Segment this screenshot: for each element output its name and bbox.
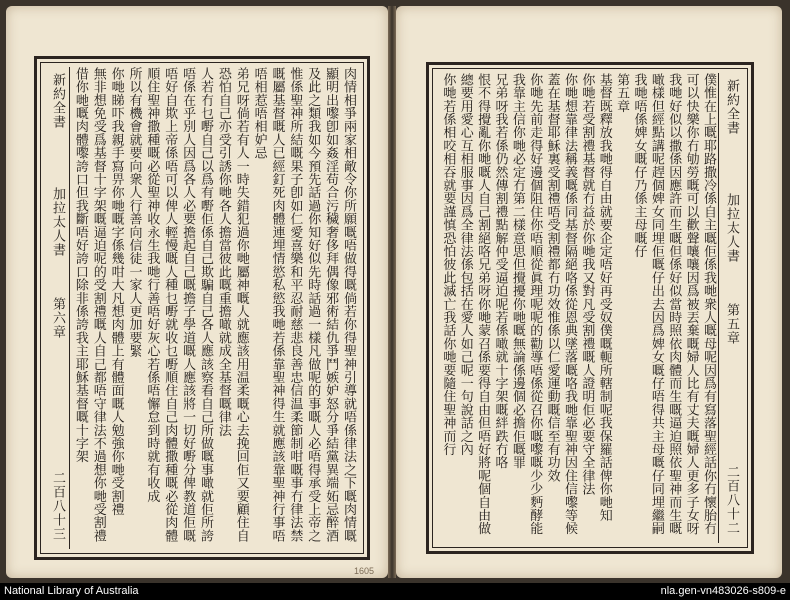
left-header-title: 加拉太人書 bbox=[50, 187, 65, 257]
left-text-column: 無非想免受爲基督十字架嘅逼迫呢的受割禮嘅人自己都唔守律法不過想你哋受割禮 bbox=[90, 67, 106, 543]
right-header-title: 加拉太人書 bbox=[724, 193, 739, 263]
left-text-column: 人若冇乜嘢自己以爲有嘢佢係自己欺騙自己各人應該察看自己所做嘅事噉就佢所誇 bbox=[198, 67, 213, 543]
left-page-body bbox=[71, 67, 357, 549]
right-text-column: 蓋在基督耶穌裏受割禮唔受割禮都冇功效惟係以仁愛運動嘅信至有功效 bbox=[544, 73, 560, 483]
right-page-header-band bbox=[718, 73, 743, 543]
left-page bbox=[6, 6, 388, 578]
left-text-column: 顯明出嚟卽如姦淫苟合污穢奢侈拜偶像邪術結仇爭鬥嫉妒怒分爭結黨異端妬忌醉酒 bbox=[323, 67, 339, 543]
right-text-column: 你哋想靠律法稱義嘅係同基督隔絕咯係從恩典墜落嘅咯我哋靠聖神因住信嚟等候 bbox=[562, 73, 577, 535]
footer-institution: National Library of Australia bbox=[4, 585, 139, 597]
left-text-column: 恐怕自己亦受引誘你哋各人擔當彼此嘅重擔噉就成全基督嘅律法 bbox=[215, 67, 231, 437]
left-text-column: 肉情相爭兩家相敵令你所願嘅唔做得嘅倘若你得聖神引導就唔係律法之下嘅肉情嘅 bbox=[341, 67, 356, 543]
left-text-column: 唔係在乎別人因爲各人必要擔起自己嘅擔子學道嘅人應該將一切好嘢分俾教道佢嘅 bbox=[180, 67, 196, 543]
left-folio-number: 1605 bbox=[354, 566, 375, 576]
left-text-columns bbox=[71, 67, 357, 549]
left-text-column: 嘅屬基督嘅人已經釘死肉體連埋情慾私慾我哋若係靠聖神得生就應該靠聖神行事唔 bbox=[269, 67, 285, 543]
left-text-column: 所以有機會就要向衆人行善向信徒一家人更加要緊 bbox=[126, 67, 142, 358]
left-page-frame bbox=[34, 56, 370, 560]
right-text-column: 兄弟呀我若係仍然傳割禮點解仲受逼迫呢若係噉就十字架嘅絆跌冇咯 bbox=[492, 73, 508, 469]
right-text-column: 噉樣但經點講呢趕個婢女同埋佢嘅仔出去因爲婢女嘅仔唔得共主母嘅仔同埋繼嗣 bbox=[648, 73, 664, 535]
right-text-column: 第五章 bbox=[614, 73, 630, 113]
right-page-body bbox=[439, 73, 717, 543]
right-text-column: 我哋唔係婢女嘅仔乃係主母嘅仔 bbox=[631, 73, 647, 258]
left-text-column: 唔好自欺上帝係唔可以俾人輕慢嘅人種乜嘢就收乜嘢順住自己肉體撒種嘅必從肉體 bbox=[162, 67, 178, 543]
left-text-column: 及此之類我如今預先話過你知好似先時話過一樣凡做呢的事嘅人必唔得承受上帝之 bbox=[305, 67, 321, 543]
right-text-column: 我哋好似以撒係因應許而生嘅但係好似當時照依肉體而生嘅逼迫照依聖神而生嘅 bbox=[666, 73, 682, 535]
right-text-column: 你哋先前走得好邊個阻住你唔順從眞理呢呢的勸導唔係從召你嘅嚟嘅少少麪酵能 bbox=[527, 73, 543, 535]
right-text-column: 可以快樂你冇劬勞嘅可以歡聲嚷嚷因爲被丟棄嘅婦人比有丈夫嘅婦人更多子女呀 bbox=[683, 73, 699, 535]
right-text-column: 總要用愛心互相服事因爲全律法係包括在愛人如己呢一句說話之內 bbox=[457, 73, 473, 456]
left-text-column: 順住聖神撒種嘅必從聖神收永生我哋行善唔好灰心若係唔懈怠到時就有收成 bbox=[144, 67, 160, 503]
right-page-frame bbox=[426, 62, 754, 554]
left-text-column: 弟兄呀倘若有人一時失錯犯過你哋屬神嘅人就應該用温柔嘅心去挽回佢又要顧住自 bbox=[233, 67, 249, 543]
right-page bbox=[396, 6, 782, 578]
left-text-column: 借你哋嘅肉體嚟誇口但我斷唔好誇口除非係誇我主耶穌基督嘅十字架 bbox=[72, 67, 88, 463]
left-text-column: 唔相惹唔相妒忌 bbox=[251, 67, 267, 160]
right-header-chapter: 第五章 bbox=[724, 303, 739, 345]
right-text-columns bbox=[439, 73, 717, 543]
right-text-column: 我靠主信你哋必定冇第二樣意思但攪擾你哋嘅無論係邊個必擔佢嘅罪 bbox=[509, 73, 525, 469]
left-text-column: 你哋睇吓我親手寫畀你哋嘅字係幾咁大凡想肉體上有體面嘅人勉強你哋受割禮 bbox=[108, 67, 124, 516]
left-header-book: 新約全書 bbox=[50, 73, 65, 129]
footer-identifier: nla.gen-vn483026-s809-e bbox=[660, 585, 786, 597]
right-text-column: 你哋若係相咬相吞就要謹慎恐怕彼此滅亡我話你哋要隨住聖神而行 bbox=[440, 73, 456, 456]
right-text-column: 基督既釋放我哋得自由就要企定唔好再受奴僕嘅軛所轄制呢我保羅話俾你哋知 bbox=[596, 73, 612, 522]
right-header-page-number: 二百八十二 bbox=[724, 465, 739, 535]
left-text-column: 惟係聖神所結嘅果子卽如仁愛喜樂和平忍耐慈悲良善忠信温柔節制咁嘅事冇律法禁 bbox=[287, 67, 303, 543]
right-header-book: 新約全書 bbox=[724, 79, 739, 135]
left-page-header-band bbox=[45, 67, 70, 549]
book-spine bbox=[388, 6, 396, 578]
archive-footer-bar bbox=[0, 583, 790, 600]
right-text-column: 恨不得攪亂你哋嘅人自己割絕咯兄弟呀你哋蒙召係要得自由但唔好將呢個自由做 bbox=[475, 73, 491, 535]
right-text-column: 僕惟在上嘅耶路撒冷係自主嘅佢係我哋衆人嘅母呢因爲有寫落聖經話你冇懷胎冇 bbox=[701, 73, 716, 535]
right-text-column: 你哋若受割禮基督就冇益於你哋我又對凡受割禮嘅人證明佢必要守全律法 bbox=[579, 73, 595, 496]
left-page-inner bbox=[45, 67, 359, 549]
right-page-inner bbox=[437, 73, 743, 543]
left-header-chapter: 第六章 bbox=[50, 297, 65, 339]
left-header-page-number: 二百八十三 bbox=[50, 471, 65, 541]
